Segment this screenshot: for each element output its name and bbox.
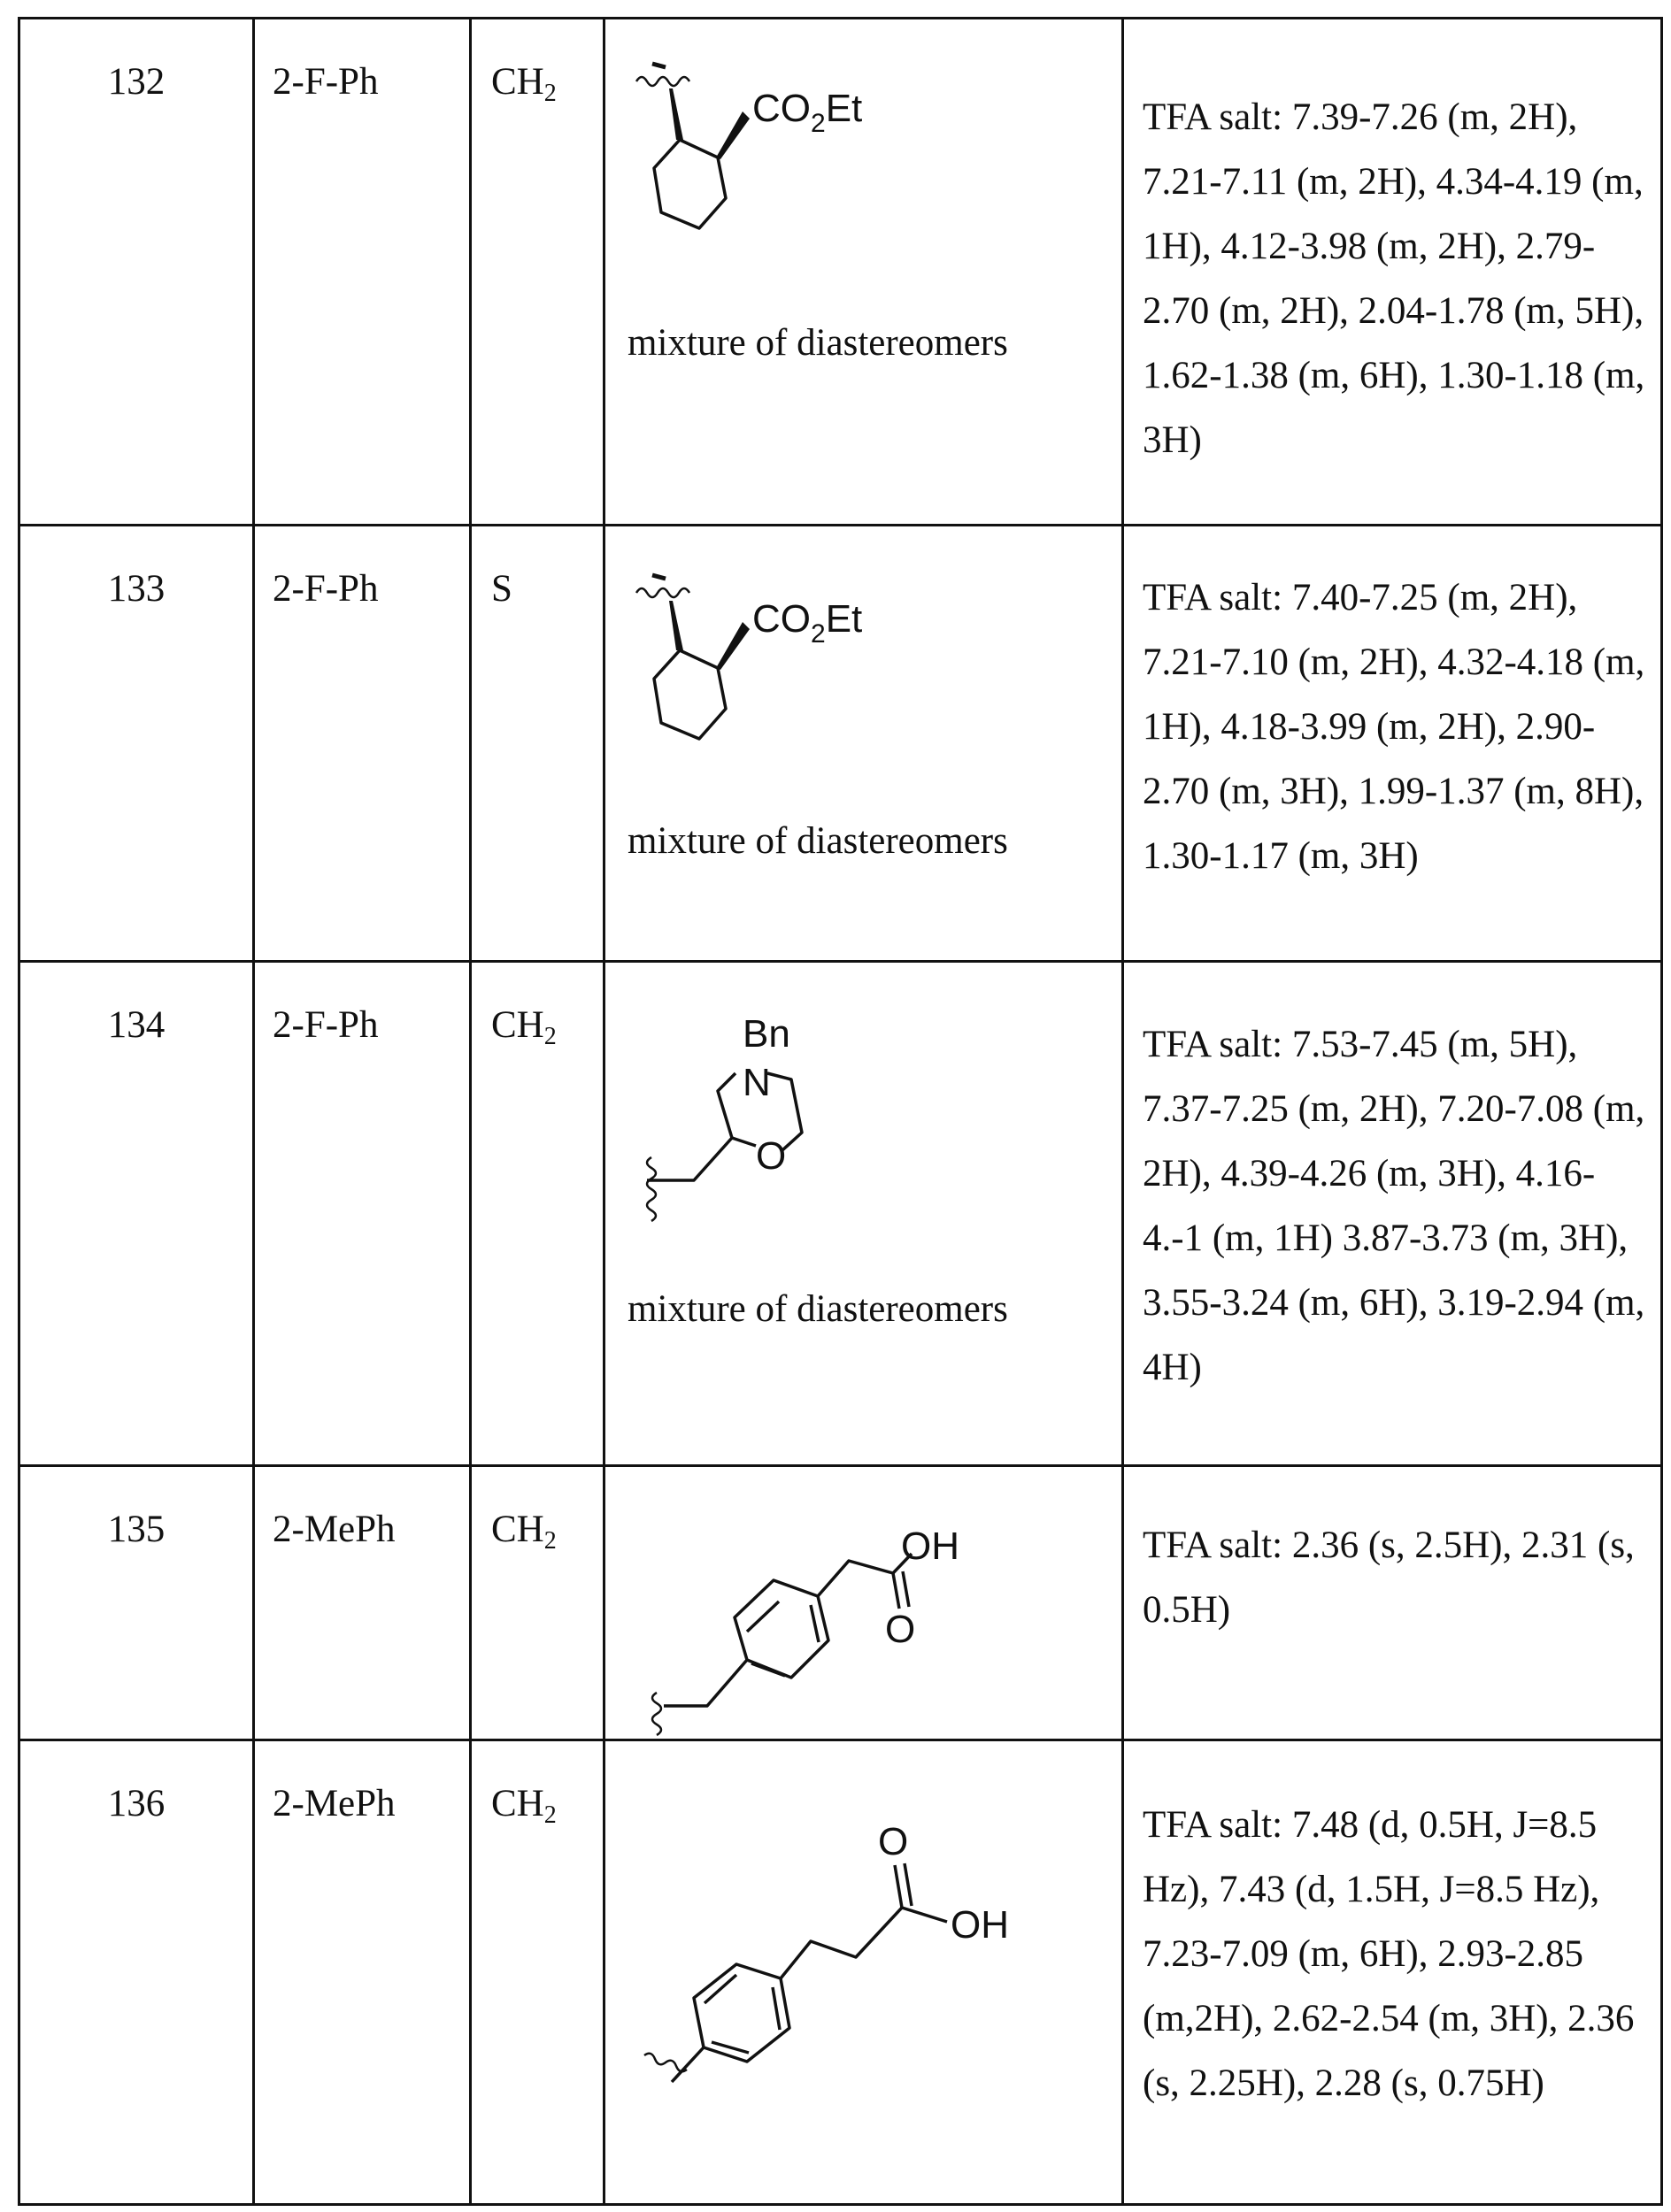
structure-cell bbox=[604, 19, 1123, 526]
table-row bbox=[19, 1740, 1662, 2205]
cyclohexyl-ester-structure bbox=[605, 526, 1124, 810]
phenylacetic-acid-structure bbox=[605, 1467, 1124, 1741]
wedge-bond-icon bbox=[716, 622, 750, 670]
compound-id: 132 bbox=[19, 19, 254, 526]
svg-text:CO2Et: $CO_2Et$ bbox=[752, 87, 863, 138]
table-row bbox=[19, 962, 1662, 1466]
structure-cell bbox=[604, 526, 1123, 962]
phenylpropanoic-acid-structure bbox=[605, 1741, 1124, 2201]
aryl-group: 2-MePh bbox=[254, 1466, 471, 1740]
wavy-attachment-icon bbox=[636, 77, 689, 86]
linker-base: CH bbox=[491, 1004, 544, 1046]
linker-base: CH bbox=[491, 1509, 544, 1550]
wavy-attachment-icon bbox=[636, 588, 689, 597]
linker-base: CH bbox=[491, 61, 544, 103]
linker-base: CH bbox=[491, 1783, 544, 1824]
nmr-data: TFA salt: 7.53-7.45 (m, 5H), 7.37-7.25 (m, 2H), 7.20-7.08 (m, 2H), 4.39-4.26 (m, 3H), 4.16-4.-1 (m, 1H) 3.87-3.73 (m, 3H), 3.55-3.24 (m, 6H), 3.19-2.94 (m, 4H) bbox=[1123, 962, 1662, 1466]
carbonyl-oxygen-label: O bbox=[878, 1820, 909, 1863]
table-row bbox=[19, 19, 1662, 526]
wavy-attachment-icon bbox=[647, 1157, 656, 1221]
structure-cell bbox=[604, 1740, 1123, 2205]
compound-nmr-table bbox=[18, 17, 1663, 2206]
aryl-group: 2-F-Ph bbox=[254, 19, 471, 526]
structure-cell bbox=[604, 1466, 1123, 1740]
wedge-bond-icon bbox=[716, 111, 750, 159]
linker-subscript: 2 bbox=[543, 1801, 557, 1829]
wedge-bond-icon bbox=[669, 88, 683, 140]
table-row bbox=[19, 1466, 1662, 1740]
hydroxyl-label: OH bbox=[901, 1525, 959, 1568]
carbonyl-oxygen-label: O bbox=[885, 1608, 916, 1651]
aryl-group: 2-F-Ph bbox=[254, 526, 471, 962]
svg-text:CO2Et: $CO_2Et$ bbox=[752, 597, 863, 649]
benzyl-label: Bn bbox=[743, 1012, 790, 1056]
cyclohexyl-ester-structure bbox=[605, 19, 1124, 338]
compound-id: 136 bbox=[19, 1740, 254, 2205]
aryl-group: 2-MePh bbox=[254, 1740, 471, 2205]
wavy-attachment-icon bbox=[644, 2054, 687, 2072]
linker-group bbox=[471, 1740, 604, 2205]
structure-cell bbox=[604, 962, 1123, 1466]
ester-label: CO bbox=[752, 87, 811, 130]
compound-id: 134 bbox=[19, 962, 254, 1466]
diastereomer-note: mixture of diastereomers bbox=[628, 820, 1008, 862]
linker-subscript: 2 bbox=[543, 1023, 557, 1050]
diastereomer-note: mixture of diastereomers bbox=[628, 1288, 1008, 1330]
ester-label: CO bbox=[752, 597, 811, 641]
linker-group bbox=[471, 962, 604, 1466]
diastereomer-note: mixture of diastereomers bbox=[628, 322, 1008, 364]
compound-id: 135 bbox=[19, 1466, 254, 1740]
linker-group bbox=[471, 19, 604, 526]
linker-base: S bbox=[491, 568, 512, 610]
oxygen-label: O bbox=[756, 1134, 787, 1178]
benzylmorpholine-structure bbox=[605, 963, 1124, 1334]
wedge-bond-icon bbox=[669, 601, 683, 650]
nmr-data: TFA salt: 7.40-7.25 (m, 2H), 7.21-7.10 (m, 2H), 4.32-4.18 (m, 1H), 4.18-3.99 (m, 2H), 2.90-2.70 (m, 3H), 1.99-1.37 (m, 8H), 1.30-1.17 (m, 3H) bbox=[1123, 526, 1662, 962]
aryl-group: 2-F-Ph bbox=[254, 962, 471, 1466]
compound-id: 133 bbox=[19, 526, 254, 962]
nitrogen-label: N bbox=[743, 1061, 771, 1104]
linker-subscript: 2 bbox=[543, 80, 557, 107]
hydroxyl-label: OH bbox=[951, 1903, 1009, 1947]
table-row bbox=[19, 526, 1662, 962]
linker-group bbox=[471, 1466, 604, 1740]
wavy-attachment-icon bbox=[652, 1693, 661, 1735]
nmr-data: TFA salt: 7.48 (d, 0.5H, J=8.5 Hz), 7.43 (d, 1.5H, J=8.5 Hz), 7.23-7.09 (m, 6H), 2.93-2.85 (m,2H), 2.62-2.54 (m, 3H), 2.36 (s, 2.25H), 2.28 (s, 0.75H) bbox=[1123, 1740, 1662, 2205]
linker-subscript: 2 bbox=[543, 1527, 557, 1555]
nmr-data: TFA salt: 7.39-7.26 (m, 2H), 7.21-7.11 (m, 2H), 4.34-4.19 (m, 1H), 4.12-3.98 (m, 2H), 2.79-2.70 (m, 2H), 2.04-1.78 (m, 5H), 1.62-1.38 (m, 6H), 1.30-1.18 (m, 3H) bbox=[1123, 19, 1662, 526]
linker-group bbox=[471, 526, 604, 962]
nmr-data: TFA salt: 2.36 (s, 2.5H), 2.31 (s, 0.5H) bbox=[1123, 1466, 1662, 1740]
